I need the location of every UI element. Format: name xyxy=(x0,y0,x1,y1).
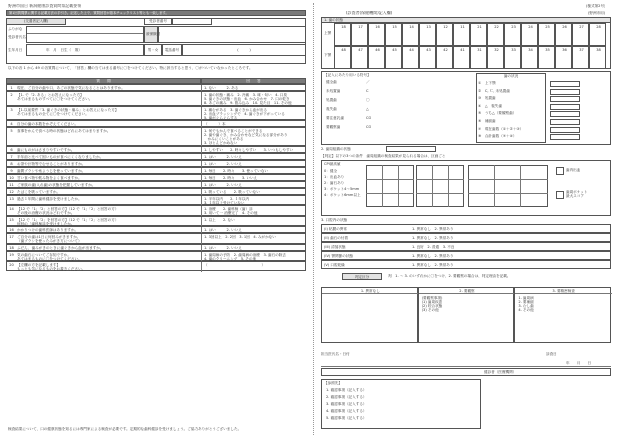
question-number: 2 xyxy=(10,93,13,97)
question-text: 食事をかんで食べる時の状態はどれにあてはまりますか。 xyxy=(17,129,111,134)
question-divider xyxy=(201,107,202,122)
name-field[interactable] xyxy=(26,26,144,43)
cpi-title: CPI最高値 xyxy=(324,162,341,166)
question-row xyxy=(6,188,306,195)
oral-status-label: (III) 清掃状態 xyxy=(324,245,346,249)
tooth-status-count[interactable] xyxy=(550,96,580,102)
oral-status-label: (IV) 顎関節の状態 xyxy=(324,254,354,258)
question-row xyxy=(6,181,306,188)
legend-code: △ xyxy=(366,107,369,111)
upper-tooth-cell-number: 13 xyxy=(426,25,431,29)
question-number: 9 xyxy=(10,169,13,173)
question-row xyxy=(6,120,306,127)
question-text: 歯間ブラシや糸ようじを使っていますか。 xyxy=(17,169,86,173)
question-number: 15 xyxy=(9,217,14,222)
ledger-label: 受診者番号 xyxy=(144,18,172,25)
lower-tooth-cell[interactable] xyxy=(504,46,521,69)
question-text: 歯にものがはさまりやすいですか。 xyxy=(17,148,75,152)
legend-label: 未処置歯 xyxy=(326,89,341,93)
upper-tooth-cell[interactable] xyxy=(368,23,385,46)
tooth-status-item: ⑧ 合計歯数（⑦＋④） xyxy=(478,134,517,139)
lower-tooth-cell-number: 46 xyxy=(375,48,380,52)
upper-tooth-cell-number: 12 xyxy=(443,25,448,29)
lower-tooth-cell-number: 33 xyxy=(511,48,516,52)
upper-tooth-cell[interactable] xyxy=(419,23,436,46)
upper-tooth-cell-number: 23 xyxy=(511,25,516,29)
question-number: 20 xyxy=(9,263,14,267)
legend-code: C xyxy=(366,89,369,93)
upper-tooth-cell[interactable] xyxy=(504,23,521,46)
question-text: 過去１年間に歯科健診を受けましたか。 xyxy=(17,197,82,201)
question-row xyxy=(6,244,306,251)
oral-status-label: (I) 粘膜の異常 xyxy=(324,227,347,231)
birth-value: 年 月 日生（ 歳） xyxy=(46,48,82,52)
answer-options[interactable]: 1. はい 2. いいえ xyxy=(204,228,242,233)
question-row xyxy=(6,91,306,106)
oral-status-label: (V) 口腔乾燥 xyxy=(324,263,345,267)
upper-tooth-cell[interactable] xyxy=(351,23,368,46)
cpi-grid-right[interactable] xyxy=(468,165,548,207)
upper-tooth-cell[interactable] xyxy=(453,23,470,46)
oral-status-options[interactable]: 1. 異常なし 2. 異常あり xyxy=(412,236,454,240)
oral-status-options[interactable]: 1. 異常なし 2. 異常あり xyxy=(412,227,454,231)
legend-code: 〇 xyxy=(366,98,370,102)
lower-tooth-cell-number: 32 xyxy=(494,48,499,52)
question-number: 19 xyxy=(9,252,14,257)
upper-teeth-row xyxy=(334,23,606,46)
legend-label: 喪失歯 xyxy=(326,107,337,111)
question-number: 1 xyxy=(10,86,13,90)
judgment-option-heading: 2. 要観察 xyxy=(419,289,516,294)
upper-tooth-cell-number: 24 xyxy=(528,25,533,29)
document-page xyxy=(6,3,624,435)
answer-options[interactable]: 1. ない 2. ある xyxy=(204,86,239,90)
upper-tooth-cell-number: 18 xyxy=(341,25,346,29)
right-title: (診査者(保健機関)記入欄) xyxy=(346,11,393,15)
question-row xyxy=(6,226,306,233)
oral-status-row xyxy=(321,224,611,233)
answer-options[interactable]: 1. 吸っている 2. 吸っていない xyxy=(204,190,260,194)
question-row xyxy=(6,160,306,167)
lower-tooth-cell-number: 31 xyxy=(477,48,482,52)
question-number: 17 xyxy=(9,235,14,240)
tooth-status-count[interactable] xyxy=(550,81,580,87)
lower-tooth-cell-number: 36 xyxy=(562,48,567,52)
answer-options[interactable]: （ ）本 xyxy=(204,122,226,127)
answer-options[interactable]: 1. はい 2. いいえ xyxy=(204,155,242,159)
birth-label: 生年月日 xyxy=(8,48,23,52)
question-number: 4 xyxy=(10,122,13,127)
lower-tooth-cell-number: 37 xyxy=(579,48,584,52)
question-text: ご自分の歯は1日に何回みがきますか。 （歯ブラシを使ったみがき方について） xyxy=(17,235,82,244)
note-item: 5. 確認事項（記入する） xyxy=(326,416,367,420)
judgment-option[interactable] xyxy=(514,287,611,343)
question-row xyxy=(6,261,306,271)
question-number: 14 xyxy=(9,207,14,212)
legend-code: ／ xyxy=(366,80,370,84)
tooth-chart-title: 1. 歯の状態 xyxy=(324,18,343,22)
cpi-code-item: 4：ポケット6mm以上 xyxy=(324,193,361,197)
lower-tooth-cell-number: 34 xyxy=(528,48,533,52)
answer-options[interactable]: 1. 痛むがある 3. 歯ぐきから血が出る 2. 出血ブラッシングで 4. 歯ぐきが下がっている 5. 歯がぐらぐらする xyxy=(204,107,285,120)
lower-tooth-cell[interactable] xyxy=(334,46,351,69)
answer-options[interactable]: 1. 3回以上 2. 2回 3. 1回 4. みがかない xyxy=(204,235,276,240)
left-title: 野洲市国日 新潟健康診査質問票記載要領 xyxy=(8,4,82,8)
question-row xyxy=(6,205,306,215)
tooth-status-item: ③ 処置歯 xyxy=(478,96,496,101)
cpi-grid-upper[interactable] xyxy=(366,165,414,207)
oral-status-row xyxy=(321,251,611,260)
upper-tooth-cell[interactable] xyxy=(334,23,351,46)
question-number: 11 xyxy=(9,183,14,187)
lower-tooth-cell[interactable] xyxy=(521,46,538,69)
lower-jaw-label: 下顎 xyxy=(324,53,332,57)
answer-options[interactable]: 1. 何でもかんで食べることができる 2. 歯や歯ぐき、かみ合わせなど気になる部分があり かみにくいことがある 3. ほとんどかめない xyxy=(204,129,288,146)
furigana-label: ふりがな xyxy=(8,27,23,31)
question-text: かかりつけの歯科医師はありますか。 xyxy=(17,228,79,233)
judgment-title: 判定区分 xyxy=(342,273,382,280)
question-row xyxy=(6,153,306,160)
question-text: 甘い食べ物や飲み物をよく食べますか。 xyxy=(17,176,82,180)
lower-tooth-cell[interactable] xyxy=(470,46,487,69)
upper-tooth-cell[interactable] xyxy=(572,23,589,46)
tooth-status-item: ⑥ 補綴歯 xyxy=(478,119,496,123)
question-number: 13 xyxy=(9,197,14,201)
question-row xyxy=(6,106,306,121)
cpi-code-item: 0：健全 xyxy=(324,169,338,173)
upper-tooth-cell-number: 16 xyxy=(375,25,380,29)
form-subtitle: (野洲市用) xyxy=(588,11,606,15)
answer-options[interactable]: 1. 毎日 2. 時々 3. 使っていない xyxy=(204,169,269,173)
lower-tooth-cell[interactable] xyxy=(589,46,606,69)
question-row xyxy=(6,127,306,146)
lower-tooth-cell[interactable] xyxy=(368,46,385,69)
question-number: 5 xyxy=(10,129,13,134)
tooth-status-count[interactable] xyxy=(550,104,580,110)
upper-tooth-cell[interactable] xyxy=(402,23,419,46)
question-divider xyxy=(201,262,202,272)
answer-options[interactable]: 1. はい 2. いいえ xyxy=(204,183,242,187)
lower-tooth-cell[interactable] xyxy=(555,46,572,69)
question-number: 16 xyxy=(9,228,14,233)
lower-tooth-cell[interactable] xyxy=(419,46,436,69)
upper-tooth-cell-number: 28 xyxy=(596,25,601,29)
question-number: 7 xyxy=(10,155,13,159)
judgment-option-body: (要観察事項) (1) 歯周疾患 (2) 咬合状態 (3) その他 xyxy=(421,296,443,312)
upper-tooth-cell-number: 21 xyxy=(477,25,482,29)
tooth-status-count[interactable] xyxy=(550,119,580,125)
institution-row xyxy=(321,368,611,376)
lower-tooth-cell[interactable] xyxy=(402,46,419,69)
upper-tooth-cell[interactable] xyxy=(487,23,504,46)
left-subtitle: 第1回質問票に関する記載方法の手引き。記述した上で、質問回答が基本チェックリスト等とも一致します。 xyxy=(6,10,306,16)
upper-tooth-cell-number: 26 xyxy=(562,25,567,29)
question-text: お茶や汁物等でむせることがありますか。 xyxy=(17,162,86,166)
lower-tooth-cell[interactable] xyxy=(436,46,453,69)
question-row xyxy=(6,84,306,91)
applicant-label: (交通者記入欄) xyxy=(6,18,66,25)
section-2-note: 【判定】以下の3つの条件 歯周組織の検査結果が見られる場合は、区画ごと xyxy=(321,154,446,158)
birth-field[interactable] xyxy=(26,44,144,56)
answer-options[interactable]: （ ） xyxy=(204,263,266,267)
periodontal-input[interactable] xyxy=(386,146,436,152)
cpi-grid-mid[interactable] xyxy=(416,165,464,207)
note-item: 1. 確認事項（記入する） xyxy=(326,388,367,392)
intro-text: 以下の各 1 から 49 の各質問について、「回答」欄の当てはまる番号に〇をつけてください。特に該当すると思う、〇がついていなかったところです。 xyxy=(8,66,253,70)
upper-tooth-cell[interactable] xyxy=(589,23,606,46)
answer-options[interactable]: 1. 治療 2. 歯科検（歯）診 3. 用いて一 治療完了 4. その他 xyxy=(204,207,258,216)
oral-status-options[interactable]: 1. 異常なし 2. 異常あり xyxy=(412,254,454,258)
tooth-status-item: ① 上下顎 xyxy=(478,81,496,85)
phone-field[interactable]: ( ) xyxy=(182,44,306,56)
oral-status-options[interactable]: 1. 異常なし 2. 異常あり xyxy=(412,263,454,267)
question-text: ご家族の歯(入れ歯)の状態を把握していますか。 xyxy=(17,183,96,187)
lower-tooth-cell-number: 35 xyxy=(545,48,550,52)
pocket-score-box[interactable] xyxy=(556,191,564,199)
question-divider xyxy=(201,128,202,147)
oral-status-row xyxy=(321,260,611,269)
question-number: 12 xyxy=(9,190,14,194)
upper-tooth-cell[interactable] xyxy=(538,23,555,46)
upper-tooth-cell-number: 25 xyxy=(545,25,550,29)
legend-label: 健全歯 xyxy=(326,80,337,84)
lower-tooth-cell-number: 38 xyxy=(596,48,601,52)
question-column-header: 質 問 xyxy=(6,78,201,84)
judgment-table xyxy=(321,287,611,343)
lower-tooth-cell[interactable] xyxy=(351,46,368,69)
lower-tooth-cell-number: 48 xyxy=(341,48,346,52)
ledger-number-field[interactable] xyxy=(172,18,212,25)
question-number: 10 xyxy=(9,176,14,180)
legend-label: 処置歯 xyxy=(326,98,337,102)
cpi-code-item: 2：歯石あり xyxy=(324,181,345,185)
question-text: 自分の歯の本数をかぞえてください。 xyxy=(17,122,79,127)
question-row xyxy=(6,174,306,181)
lower-tooth-cell-number: 45 xyxy=(392,48,397,52)
question-text: 【左欄の方を記載します】 もっとも気になるものをお書きください。 xyxy=(17,263,86,271)
oral-status-row xyxy=(321,233,611,242)
lower-tooth-cell[interactable] xyxy=(385,46,402,69)
doctor-sign-label: 担当医氏名・日付 xyxy=(321,352,350,356)
question-number: 18 xyxy=(9,245,14,250)
judgment-note: 判 1. ～ 3. のいずれかに〇をつけ、2. 要観察の場合は、判定理由を記載。 xyxy=(388,274,511,278)
question-text: たばこを吸っていますか。 xyxy=(17,190,61,194)
question-row xyxy=(6,146,306,153)
upper-tooth-cell-number: 15 xyxy=(392,25,397,29)
upper-tooth-cell-number: 22 xyxy=(494,25,499,29)
tooth-status-count[interactable] xyxy=(550,111,580,117)
lower-tooth-cell-number: 41 xyxy=(460,48,465,52)
legend-label: 要注意乳歯 xyxy=(326,116,344,120)
legend-code: CO xyxy=(366,116,372,120)
lower-teeth-row xyxy=(334,46,606,69)
gum-bleeding-label: 歯肉出血 xyxy=(566,168,581,172)
answer-column-header: 回 答 xyxy=(201,78,306,84)
question-text: 半年前と比べて固いものが食べにくくなりましたか。 xyxy=(17,155,104,159)
tooth-status-item: ② C, Ｃ, 未処置歯 xyxy=(478,88,510,93)
upper-tooth-cell[interactable] xyxy=(470,23,487,46)
tooth-status-count[interactable] xyxy=(550,134,580,140)
lower-tooth-cell-number: 47 xyxy=(358,48,363,52)
legend-label: 要観察歯 xyxy=(326,125,341,129)
section-2-title: 2. 歯周組織の状態 xyxy=(321,147,351,151)
lower-tooth-cell[interactable] xyxy=(538,46,555,69)
judgment-option-body: 1. 歯周病 2. 要補綴 3. むし歯 4. その他 xyxy=(518,296,534,312)
question-text: ふだん、歯みがきのときに歯ぐきから血が出ますか。 xyxy=(17,245,104,250)
question-row xyxy=(6,251,306,261)
question-divider xyxy=(201,92,202,107)
lower-tooth-cell[interactable] xyxy=(487,46,504,69)
question-number: 8 xyxy=(10,162,13,166)
question-row xyxy=(6,216,306,226)
tooth-status-item: ④ △ 喪失歯 xyxy=(478,103,502,108)
lower-tooth-cell[interactable] xyxy=(572,46,589,69)
tooth-status-item: ⑦ 現在歯数（①＋②＋③） xyxy=(478,126,524,131)
upper-tooth-cell-number: 27 xyxy=(579,25,584,29)
lower-tooth-cell-number: 42 xyxy=(443,48,448,52)
answer-options[interactable]: 1. 以上 2. ない xyxy=(204,217,235,222)
upper-tooth-cell[interactable] xyxy=(521,23,538,46)
judgment-option[interactable] xyxy=(418,287,515,343)
question-row xyxy=(6,167,306,174)
form-number: (様式第2号) xyxy=(586,4,606,8)
legend-code: CO xyxy=(366,125,372,129)
institution-label: 健診者（医療機関） xyxy=(484,370,517,374)
cpi-code-item: 3：ポケット4〜5mm xyxy=(324,187,360,191)
judgment-option-heading: 1. 異常なし xyxy=(322,289,419,294)
oral-status-label: (II) 歯石の付着 xyxy=(324,236,349,240)
note-item: 2. 確認事項（記入する） xyxy=(326,395,367,399)
insured-field[interactable] xyxy=(158,26,306,43)
judgment-option-heading: 3. 要精密検査 xyxy=(515,289,612,294)
judgment-option[interactable] xyxy=(321,287,418,343)
question-text: 【12 で「1」「2」を回答の方】（12 で「1」「2」と回答の方） 何回の「歯科検診を受けましたか。 xyxy=(17,217,119,226)
tooth-status-item: ⑤ うち△（要観察歯） xyxy=(478,111,517,116)
lower-tooth-cell-number: 43 xyxy=(426,48,431,52)
sex-select[interactable]: 男・女 xyxy=(144,44,162,56)
question-text: 【12 で「1」「2」と回答の方】（12 で「1」「2」と回答の方） その後の治療の状況はどれですか。 xyxy=(17,207,119,216)
tooth-status-count[interactable] xyxy=(550,89,580,95)
question-text: 現在、ご自分の歯や口、あごの状態で気になることはありますか。 xyxy=(17,86,125,90)
oral-status-options[interactable]: 1. 良好 2. 普通 3. 不良 xyxy=(412,245,455,249)
answer-options[interactable]: 1. 歯の状態・痛み 2. 冷痛 3. 味・匂い 4. 口臭 5. 歯ぐきの状態・出血 6. かみ合わせ 7. 口の乾き 8. あごの痛み 9. 飲み込み 10. 見た目 11. その他 xyxy=(204,93,292,105)
upper-tooth-cell[interactable] xyxy=(555,23,572,46)
answer-options[interactable]: 1. はい 2. いいえ xyxy=(204,245,242,250)
answer-options[interactable]: 1. しやすい 2. 時々しやすい 3. いつもしやすい xyxy=(204,148,294,152)
upper-tooth-cell-number: 11 xyxy=(460,25,465,29)
answer-options[interactable]: 1. 半年以内 2. １年以内 3. １年以上受けていない xyxy=(204,197,250,205)
upper-jaw-label: 上顎 xyxy=(324,31,332,35)
question-text: 気の歯石についてご存知ですか。 あてはまるものに〇をつけてください。 xyxy=(17,252,82,261)
name-label: 受診者氏名 xyxy=(8,35,26,39)
left-footer-note: 検査結果について、口の健康状態を知るには専門家による検査が必要です。定期的な歯科健診を受けましょう。ご協力ありがとうございました。 xyxy=(8,427,242,431)
section-3-title: 3. 口腔内の状態 xyxy=(321,218,348,222)
question-number: 3 xyxy=(10,107,13,112)
lower-tooth-cell[interactable] xyxy=(453,46,470,69)
question-text: 【1. で「2. ある」とお答えになった方】 あてはまるものすべてに〇をつけてください。 xyxy=(17,93,93,101)
phone-label: 電話番号 xyxy=(162,44,182,56)
upper-tooth-cell[interactable] xyxy=(385,23,402,46)
note-item: 3. 確認事項（記入する） xyxy=(326,402,367,406)
notes-title: 【参照先】 xyxy=(324,381,342,385)
sign-date: 年 月 日 xyxy=(566,361,592,365)
answer-options[interactable]: 1. 歯周病の予防 2. 歯周病の治療 3. 歯石の除去 4. 歯のクリーニング 5. その他 xyxy=(204,252,286,261)
pocket-score-label: 歯周ポケット 最大スコア xyxy=(566,190,588,198)
tooth-status-count[interactable] xyxy=(550,127,580,133)
question-number: 6 xyxy=(10,148,13,152)
cpi-code-item: 1：出血あり xyxy=(324,175,345,179)
question-text: 【1.以前要件「3. 歯ぐきの状態・痛み」とお答えになった方】 あてはまるもの全てに〇をつけてください。 xyxy=(17,107,119,116)
gum-bleeding-box[interactable] xyxy=(556,167,564,175)
question-row xyxy=(6,195,306,205)
answer-options[interactable]: 1. 毎日 2. 時々 3. いいえ xyxy=(204,176,258,180)
lower-tooth-cell-number: 44 xyxy=(409,48,414,52)
insured-label: 被保険者 xyxy=(146,32,161,36)
exam-date-label: 診査日 xyxy=(546,352,557,356)
question-row xyxy=(6,233,306,243)
tooth-status-title: 歯の状況 xyxy=(503,74,519,78)
note-item: 4. 確認事項（記入する） xyxy=(326,409,367,413)
upper-tooth-cell-number: 17 xyxy=(358,25,363,29)
answer-options[interactable]: 1. はい 2. いいえ xyxy=(204,162,242,166)
oral-status-row xyxy=(321,242,611,251)
upper-tooth-cell[interactable] xyxy=(436,23,453,46)
upper-tooth-cell-number: 14 xyxy=(409,25,414,29)
legend-title: 【記入にあたり用いる符号】 xyxy=(324,73,371,77)
